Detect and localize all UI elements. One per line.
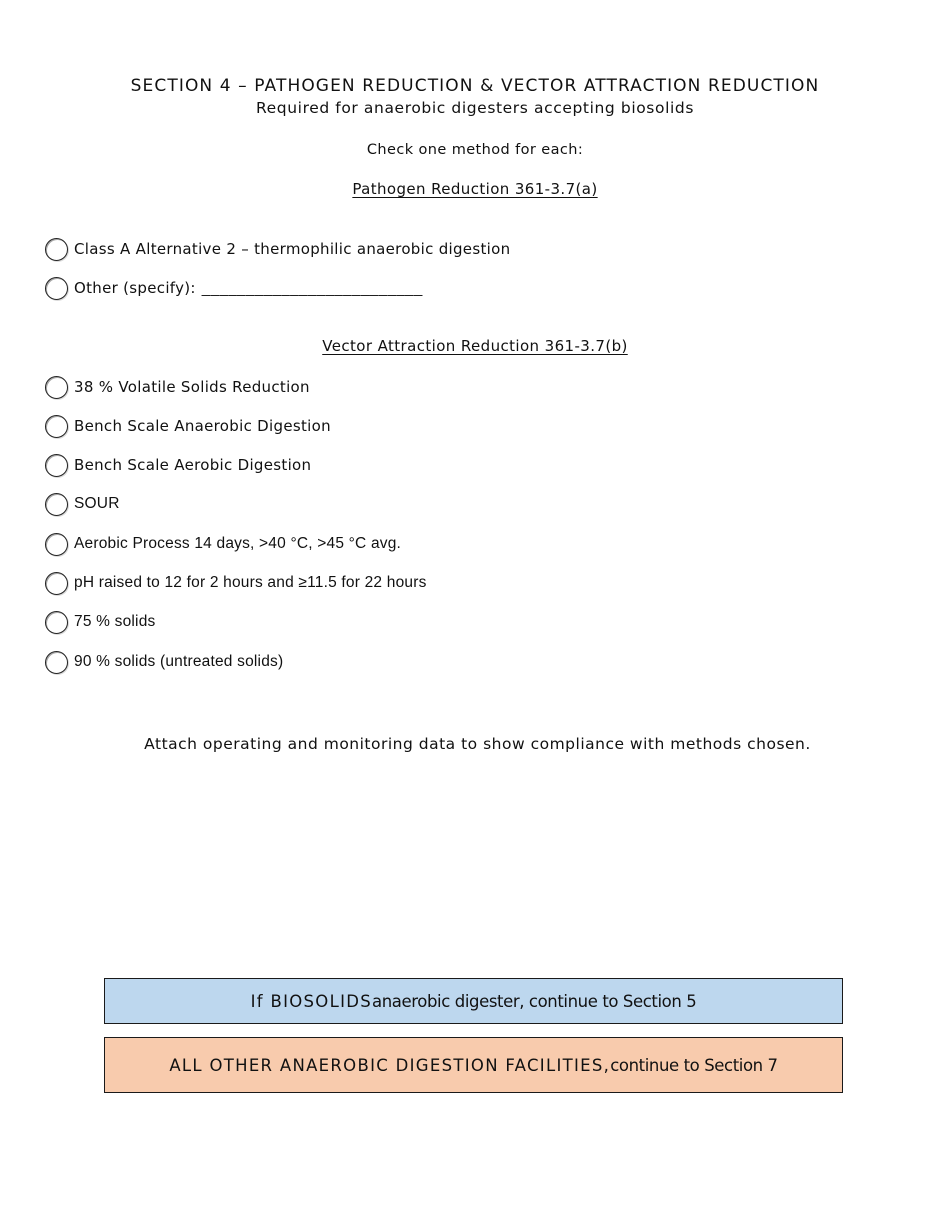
- option-label: Bench Scale Aerobic Digestion: [74, 456, 312, 474]
- radio-button[interactable]: [45, 651, 68, 674]
- vector-option-volatile-solids[interactable]: [45, 373, 310, 401]
- pathogen-option-class-a[interactable]: [45, 235, 510, 263]
- option-label: 38 % Volatile Solids Reduction: [74, 378, 310, 396]
- pathogen-option-other[interactable]: [45, 274, 423, 302]
- radio-button[interactable]: [45, 415, 68, 438]
- option-label: Other (specify):: [74, 279, 196, 297]
- vector-option-sour[interactable]: [45, 490, 120, 518]
- radio-button[interactable]: [45, 611, 68, 634]
- vector-heading: [0, 337, 950, 355]
- box-caps-text: ALL OTHER ANAEROBIC DIGESTION FACILITIES,: [169, 1055, 611, 1075]
- vector-option-bench-anaerobic[interactable]: [45, 412, 331, 440]
- vector-option-75-solids[interactable]: [45, 608, 155, 636]
- compliance-note: Attach operating and monitoring data to show compliance with methods chosen.: [144, 735, 811, 753]
- option-label: Aerobic Process 14 days, >40 °C, >45 °C avg.: [74, 535, 402, 552]
- vector-option-bench-aerobic[interactable]: [45, 451, 311, 479]
- option-label: 90 % solids (untreated solids): [74, 653, 284, 670]
- specify-blank-line[interactable]: _________________________: [201, 279, 423, 297]
- vector-option-aerobic-process[interactable]: [45, 530, 401, 558]
- option-label: 75 % solids: [74, 613, 156, 630]
- instruction-text: Check one method for each:: [366, 142, 584, 158]
- section-subtitle: Required for anaerobic digesters accepting biosolids: [255, 99, 694, 117]
- radio-button[interactable]: [45, 238, 68, 261]
- option-label: Bench Scale Anaerobic Digestion: [74, 417, 331, 435]
- vector-option-90-solids[interactable]: [45, 648, 283, 676]
- radio-button[interactable]: [45, 493, 68, 516]
- option-label: pH raised to 12 for 2 hours and ≥11.5 for 22 hours: [74, 574, 427, 591]
- radio-button[interactable]: [45, 454, 68, 477]
- option-label: Class A Alternative 2 – thermophilic anaerobic digestion: [74, 240, 511, 258]
- vector-option-ph-raised[interactable]: [45, 569, 427, 597]
- option-label: SOUR: [74, 495, 120, 512]
- continue-section-7-box: [104, 1037, 843, 1093]
- radio-button[interactable]: [45, 572, 68, 595]
- radio-button[interactable]: [45, 533, 68, 556]
- radio-button[interactable]: [45, 277, 68, 300]
- radio-button[interactable]: [45, 376, 68, 399]
- continue-section-5-box: [104, 978, 843, 1024]
- box-rest-text: anaerobic digester, continue to Section 5: [372, 991, 697, 1011]
- pathogen-heading-text: Pathogen Reduction 361-3.7(a): [352, 180, 598, 198]
- section-title: SECTION 4 – PATHOGEN REDUCTION & VECTOR ATTRACTION REDUCTION: [130, 76, 820, 96]
- box-rest-text: continue to Section 7: [610, 1055, 778, 1075]
- box-caps-text: If BIOSOLIDS: [250, 991, 373, 1011]
- pathogen-heading: [0, 180, 950, 198]
- vector-heading-text: Vector Attraction Reduction 361-3.7(b): [322, 337, 628, 355]
